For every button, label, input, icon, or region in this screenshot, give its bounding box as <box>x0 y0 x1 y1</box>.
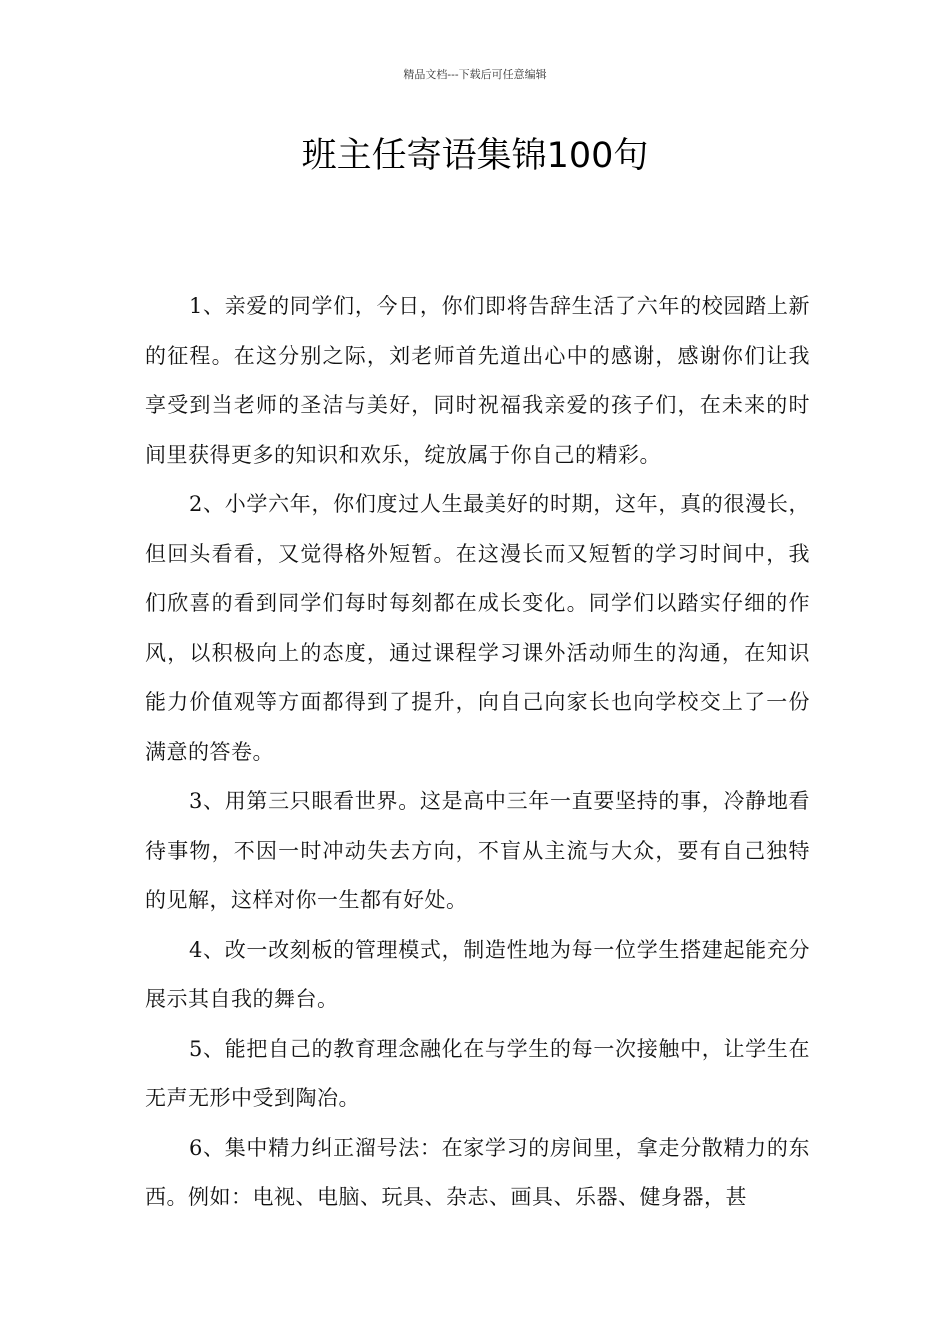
paragraph-3: 3、用第三只眼看世界。这是高中三年一直要坚持的事，冷静地看待事物，不因一时冲动失去方向，不盲从主流与大众，要有自己独特的见解，这样对你一生都有好处。 <box>145 789 810 912</box>
paragraph-2: 2、小学六年，你们度过人生最美好的时期，这年，真的很漫长，但回头看看，又觉得格外短暂。在这漫长而又短暂的学习时间中，我们欣喜的看到同学们每时每刻都在成长变化。同学们以踏实仔细的作风，以积极向上的态度，通过课程学习课外活动师生的沟通，在知识能力价值观等方面都得到了提升，向自己向家长也向学校交上了一份满意的答卷。 <box>145 492 810 764</box>
paragraph-1: 1、亲爱的同学们，今日，你们即将告辞生活了六年的校园踏上新的征程。在这分别之际，刘老师首先道出心中的感谢，感谢你们让我享受到当老师的圣洁与美好，同时祝福我亲爱的孩子们，在未来的时间里获得更多的知识和欢乐，绽放属于你自己的精彩。 <box>145 294 810 467</box>
document-body <box>145 282 810 1223</box>
document-title: 班主任寄语集锦100句 <box>301 136 649 176</box>
paragraph-4: 4、改一改刻板的管理模式，制造性地为每一位学生搭建起能充分展示其自我的舞台。 <box>145 937 810 1011</box>
paragraph-5: 5、能把自己的教育理念融化在与学生的每一次接触中，让学生在无声无形中受到陶冶。 <box>145 1036 810 1110</box>
paragraph-6: 6、集中精力纠正溜号法：在家学习的房间里，拿走分散精力的东西。例如：电视、电脑、玩具、杂志、画具、乐器、健身器，甚 <box>145 1135 810 1209</box>
header-note: 精品文档---下载后可任意编辑 <box>403 68 547 81</box>
